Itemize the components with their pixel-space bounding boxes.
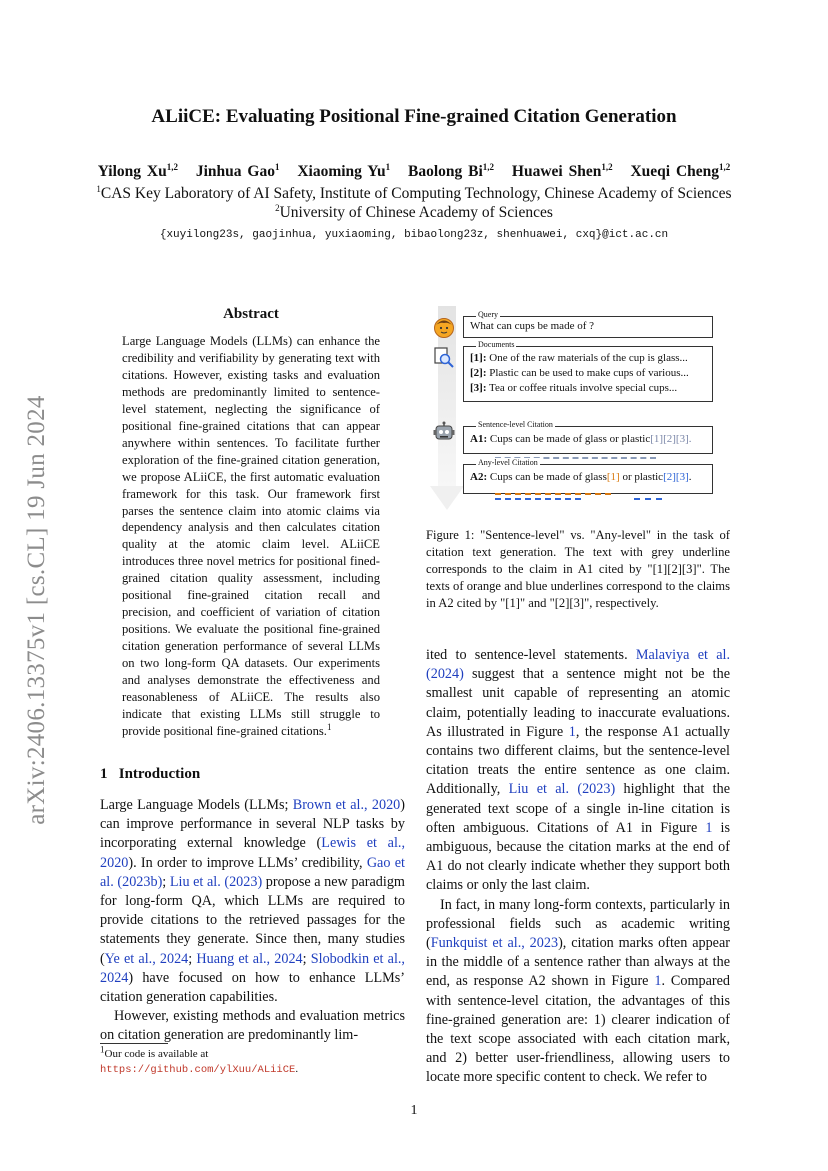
paragraph: However, existing methods and evaluation metrics on citation generation are predominantly lim- <box>100 1008 405 1044</box>
author: Huawei Shen$^{1,2}$ <box>511 161 613 180</box>
paper-title: ALiiCE: Evaluating Positional Fine-grained Citation Generation <box>151 106 677 127</box>
citation-link[interactable]: Gao et al. (2023b) <box>100 854 405 890</box>
blue-underline <box>634 498 662 500</box>
author: Baolong Bi$^{1,2}$ <box>408 161 495 180</box>
figure-ref-link[interactable]: 1 <box>654 973 662 990</box>
blue-underline <box>495 498 581 500</box>
arxiv-id: arXiv:2406.13375v1 [cs.CL] 19 Jun 2024 <box>23 395 50 825</box>
sentence-level-citation-box <box>463 420 713 454</box>
author: Xueqi Cheng$^{1,2}$ <box>630 161 731 180</box>
paragraph: ited to sentence-level statements. Malaviya et al. (2024) suggest that a sentence might not be the smallest unit capable of representing an atomic claim, potentially leading to inaccurate evaluations. As illustrated in Figure 1, the response A1 actually contains two different claims, but the sentence-level citation treats the entire sentence as one claim. Additionally, Liu et al. (2023) highlight that the generated text scope of a single in-line citation is often ambiguous. Citations of A1 in Figure 1 is ambiguous, because the citation marks at the end of A1 do not clearly indicate whether they support both claims or only the last claim. <box>426 647 730 894</box>
citation-link[interactable]: Slobodkin et al., 2024 <box>100 950 405 986</box>
author-list <box>0 163 828 181</box>
any-level-citation-box <box>463 458 713 494</box>
query-box <box>463 310 713 338</box>
answer-a2: A2: Cups can be made of glass[1] or plastic[2][3]. <box>470 471 692 483</box>
document-item: [2]: Plastic can be used to make cups of various... <box>470 367 689 379</box>
citation-link[interactable]: Malaviya et al. (2024) <box>426 647 730 683</box>
arxiv-watermark <box>22 360 52 860</box>
author: Yilong Xu$^{1,2}$ <box>97 161 178 180</box>
document-item: [1]: One of the raw materials of the cup is glass... <box>470 352 688 364</box>
answer-a1: A1: Cups can be made of glass or plastic[1][2][3]. <box>470 433 692 445</box>
citation-link[interactable]: Liu et al. (2023) <box>169 873 263 890</box>
author: Jinhua Gao$^1$ <box>195 161 280 180</box>
figure-1 <box>430 306 730 516</box>
author-emails: {xuyilong23s, gaojinhua, yuxiaoming, bibaolong23z, shenhuawei, cxq}@ict.ac.cn <box>159 229 669 241</box>
footnote-rule <box>100 1043 168 1044</box>
citation-link[interactable]: Brown et al., 2020 <box>292 797 401 813</box>
author: Xiaoming Yu$^1$ <box>297 161 391 180</box>
page-number: 1 <box>410 1103 418 1118</box>
paragraph: In fact, in many long-form contexts, particularly in professional fields such as academic writing (Funkquist et al., 2023), citation marks often appear in the middle of a sentence rather than always at the end, as response A2 shown in Figure 1. Compared with sentence-level citation, the advantages of this fine-grained generation are: 1) clearer indication of the text scope associated with each citation mark, and 2) better user-friendliness, allowing users to locate more specific content to check. We refer to <box>426 896 730 1086</box>
right-column-text <box>426 646 730 1088</box>
sentence-level-label: Sentence-level Citation <box>478 420 553 429</box>
citation-link[interactable]: Liu et al. (2023) <box>508 781 616 798</box>
any-level-label: Any-level Citation <box>478 458 538 467</box>
robot-icon <box>433 421 455 443</box>
citation-link[interactable]: Lewis et al., 2020 <box>100 835 406 871</box>
introduction-text <box>100 796 405 1046</box>
abstract-text: Large Language Models (LLMs) can enhance the credibility and verifiability by generating text with citations. However, existing tasks and evaluation methods are predominantly limited to sentence-level statement, neglecting the significance of positional fine-grained citations that can appear anywhere within sentences. To facilitate further exploration of the fine-grained citation generation, we propose ALiiCE, the first automatic evaluation framework for this task. Our framework first parses the sentence claim into atomic claims via dependency analysis and then calculates citation quality at the atomic claim level. ALiiCE introduces three novel metrics for positional fined-grained citation quality assessment, including positional fine-grained citation recall and precision, and coefficient of variation of citation positions. We evaluate the positional fine-grained citation generation performance of several LLMs on two long-form QA datasets. Our experiments and analyses demonstrate the effectiveness and reasonableness of ALiiCE. The results also indicate that existing LLMs still struggle to provide positional fine-grained citations.$^1$ <box>122 334 380 738</box>
documents-box <box>463 340 713 402</box>
affiliation: $^2$University of Chinese Academy of Sciences <box>275 202 553 221</box>
citation-link[interactable]: Ye et al., 2024 <box>104 950 189 967</box>
flow-arrow-head <box>430 486 464 510</box>
figure-caption: Figure 1: "Sentence-level" vs. "Any-level" in the task of citation text generation. The text with grey underline corresponds to the claim in A1 cited by "[1][2][3]". The texts of orange and blue underlines correspond to the claims in A2 cited by "[1]" and "[2][3]", respectively. <box>426 528 730 610</box>
citation-link[interactable]: Funkquist et al., 2023 <box>430 935 559 952</box>
query-text: What can cups be made of ? <box>470 320 594 332</box>
affiliation: $^1$CAS Key Laboratory of AI Safety, Institute of Computing Technology, Chinese Academy of Sciences <box>96 183 732 202</box>
documents-label: Documents <box>478 340 515 349</box>
document-item: [3]: Tea or coffee rituals involve special cups... <box>470 382 678 394</box>
query-label: Query <box>478 310 498 319</box>
code-url-link[interactable]: https://github.com/ylXuu/ALiiCE <box>100 1064 296 1076</box>
section-heading-introduction: 1 Introduction <box>100 766 201 782</box>
abstract-heading: Abstract <box>223 306 279 322</box>
paragraph: Large Language Models (LLMs; Brown et al., 2020) can improve performance in several NLP tasks by incorporating external knowledge (Lewis et al., 2020). In order to improve LLMs’ credibility, Gao et al. (2023b); Liu et al. (2023) propose a new paradigm for long-form QA, which LLMs are required to provide citations to the retrieved passages for the statements they generate. Since then, many studies (Ye et al., 2024; Huang et al., 2024; Slobodkin et al., 2024) have focused on how to enhance LLMs’ citation generation capabilities. <box>100 797 406 1006</box>
document-search-icon <box>433 346 455 368</box>
user-face-icon <box>433 317 455 339</box>
figure-ref-link[interactable]: 1 <box>705 819 713 836</box>
citation-link[interactable]: Huang et al., 2024 <box>196 950 303 967</box>
footnote: $^1$Our code is available at https://github.com/ylXuu/ALiiCE. <box>100 1044 299 1076</box>
figure-ref-link[interactable]: 1 <box>568 723 576 740</box>
